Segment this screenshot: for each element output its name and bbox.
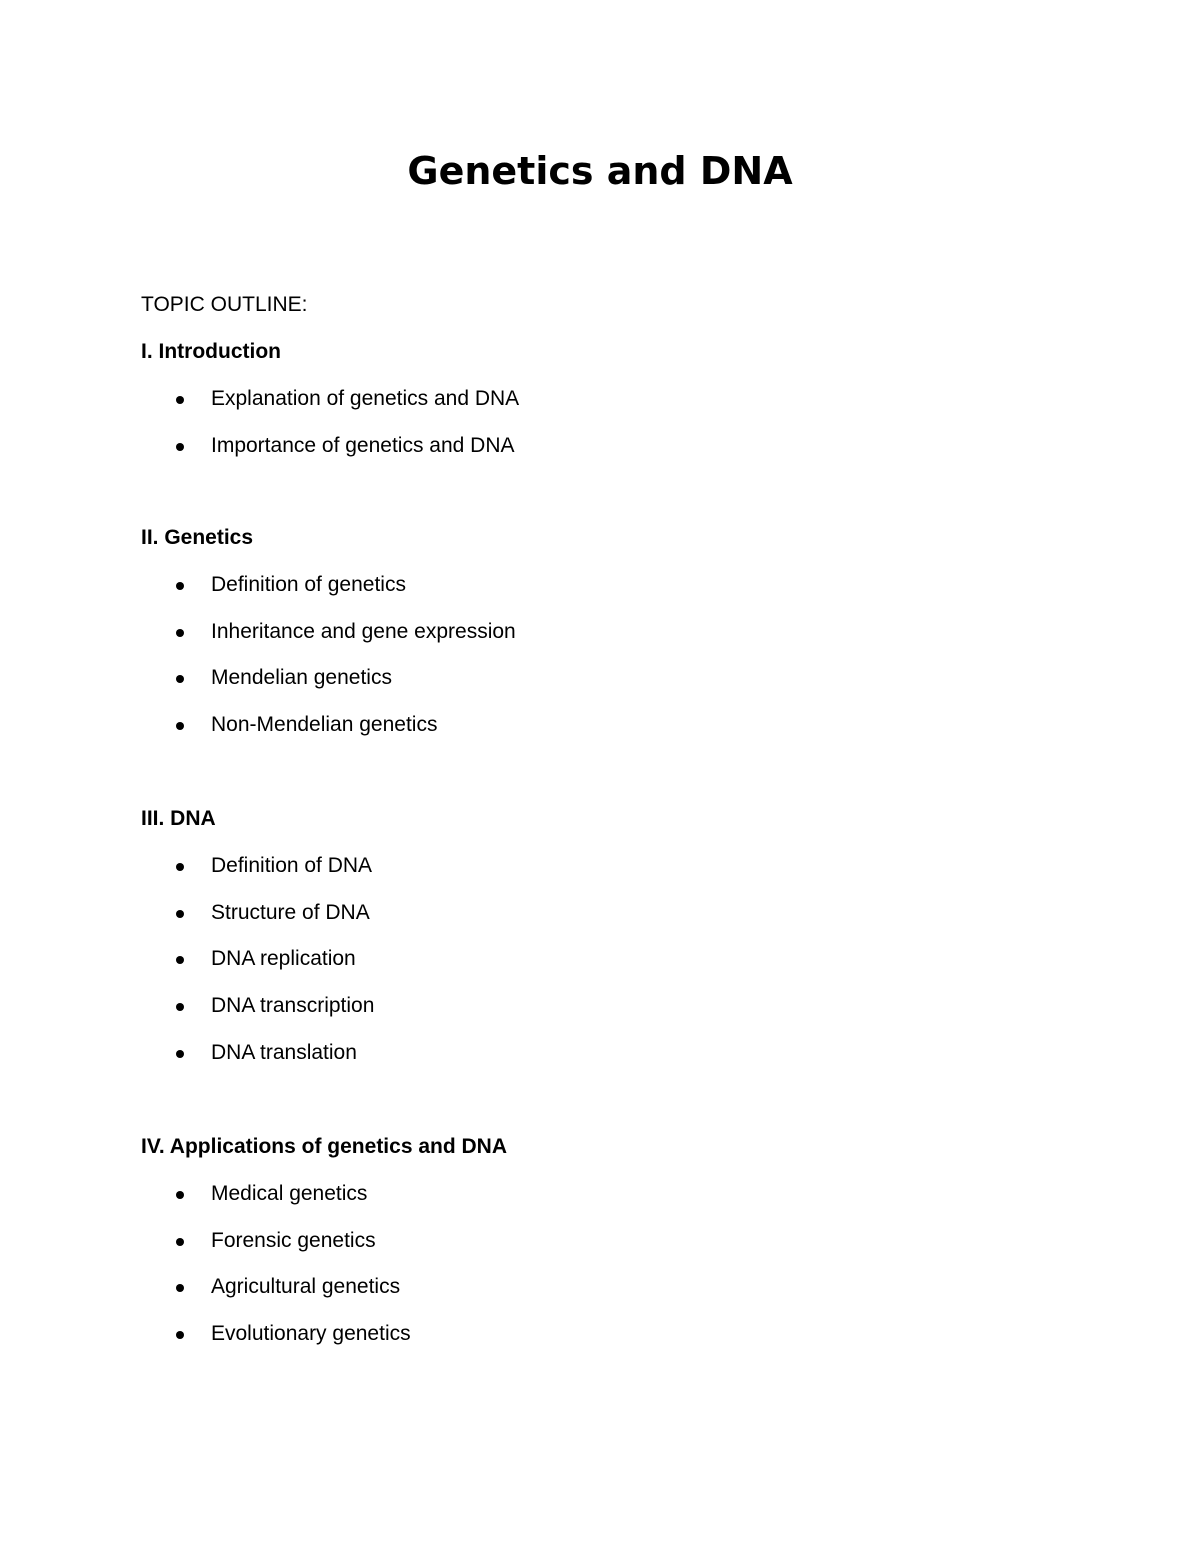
bullet-icon — [176, 910, 184, 918]
list-item — [174, 433, 519, 480]
list-item-text: Explanation of genetics and DNA — [211, 387, 520, 410]
bullet-icon — [176, 675, 184, 683]
list-item-text: DNA translation — [211, 1040, 357, 1064]
bullet-icon — [176, 396, 184, 404]
list-item — [174, 619, 516, 666]
section-heading-dna: III. DNA — [141, 807, 216, 830]
bullet-icon — [176, 1191, 184, 1199]
section-heading-genetics: II. Genetics — [141, 526, 254, 549]
list-item-text: Non-Mendelian genetics — [211, 713, 438, 737]
bullet-icon — [176, 443, 184, 451]
list-item-text: DNA transcription — [211, 994, 375, 1018]
section-heading-applications: IV. Applications of genetics and DNA — [141, 1135, 508, 1158]
section-list-genetics — [174, 572, 516, 759]
list-item-text: Structure of DNA — [211, 900, 370, 924]
bullet-icon — [176, 956, 184, 964]
section-list-introduction — [174, 386, 519, 479]
list-item — [174, 1040, 374, 1087]
bullet-icon — [176, 1003, 184, 1011]
list-item-text: Inheritance and gene expression — [211, 619, 516, 643]
list-item — [174, 1274, 411, 1321]
list-item-text: DNA replication — [211, 947, 356, 971]
list-item — [174, 386, 519, 433]
bullet-icon — [176, 1331, 184, 1339]
list-item-text: Forensic genetics — [211, 1228, 376, 1252]
bullet-icon — [176, 1050, 184, 1058]
bullet-icon — [176, 582, 184, 590]
bullet-icon — [176, 722, 184, 730]
list-item — [174, 1321, 411, 1368]
list-item — [174, 900, 374, 947]
list-item-text: Definition of genetics — [211, 573, 406, 596]
bullet-icon — [176, 629, 184, 637]
section-heading-introduction: I. Introduction — [141, 340, 281, 363]
topic-outline-label: TOPIC OUTLINE: — [141, 293, 308, 316]
bullet-icon — [176, 1238, 184, 1246]
list-item — [174, 1181, 411, 1228]
bullet-icon — [176, 863, 184, 871]
list-item — [174, 572, 516, 619]
list-item-text: Agricultural genetics — [211, 1275, 401, 1299]
list-item-text: Importance of genetics and DNA — [211, 433, 515, 457]
section-list-dna — [174, 853, 374, 1086]
list-item — [174, 993, 374, 1040]
list-item — [174, 712, 516, 759]
section-list-applications — [174, 1181, 411, 1368]
list-item-text: Definition of DNA — [211, 854, 373, 877]
bullet-icon — [176, 1284, 184, 1292]
list-item-text: Evolutionary genetics — [211, 1322, 411, 1346]
list-item-text: Mendelian genetics — [211, 666, 392, 690]
list-item-text: Medical genetics — [211, 1182, 368, 1205]
list-item — [174, 1228, 411, 1275]
list-item — [174, 853, 374, 900]
document-title: Genetics and DNA — [407, 149, 793, 193]
list-item — [174, 665, 516, 712]
list-item — [174, 946, 374, 993]
